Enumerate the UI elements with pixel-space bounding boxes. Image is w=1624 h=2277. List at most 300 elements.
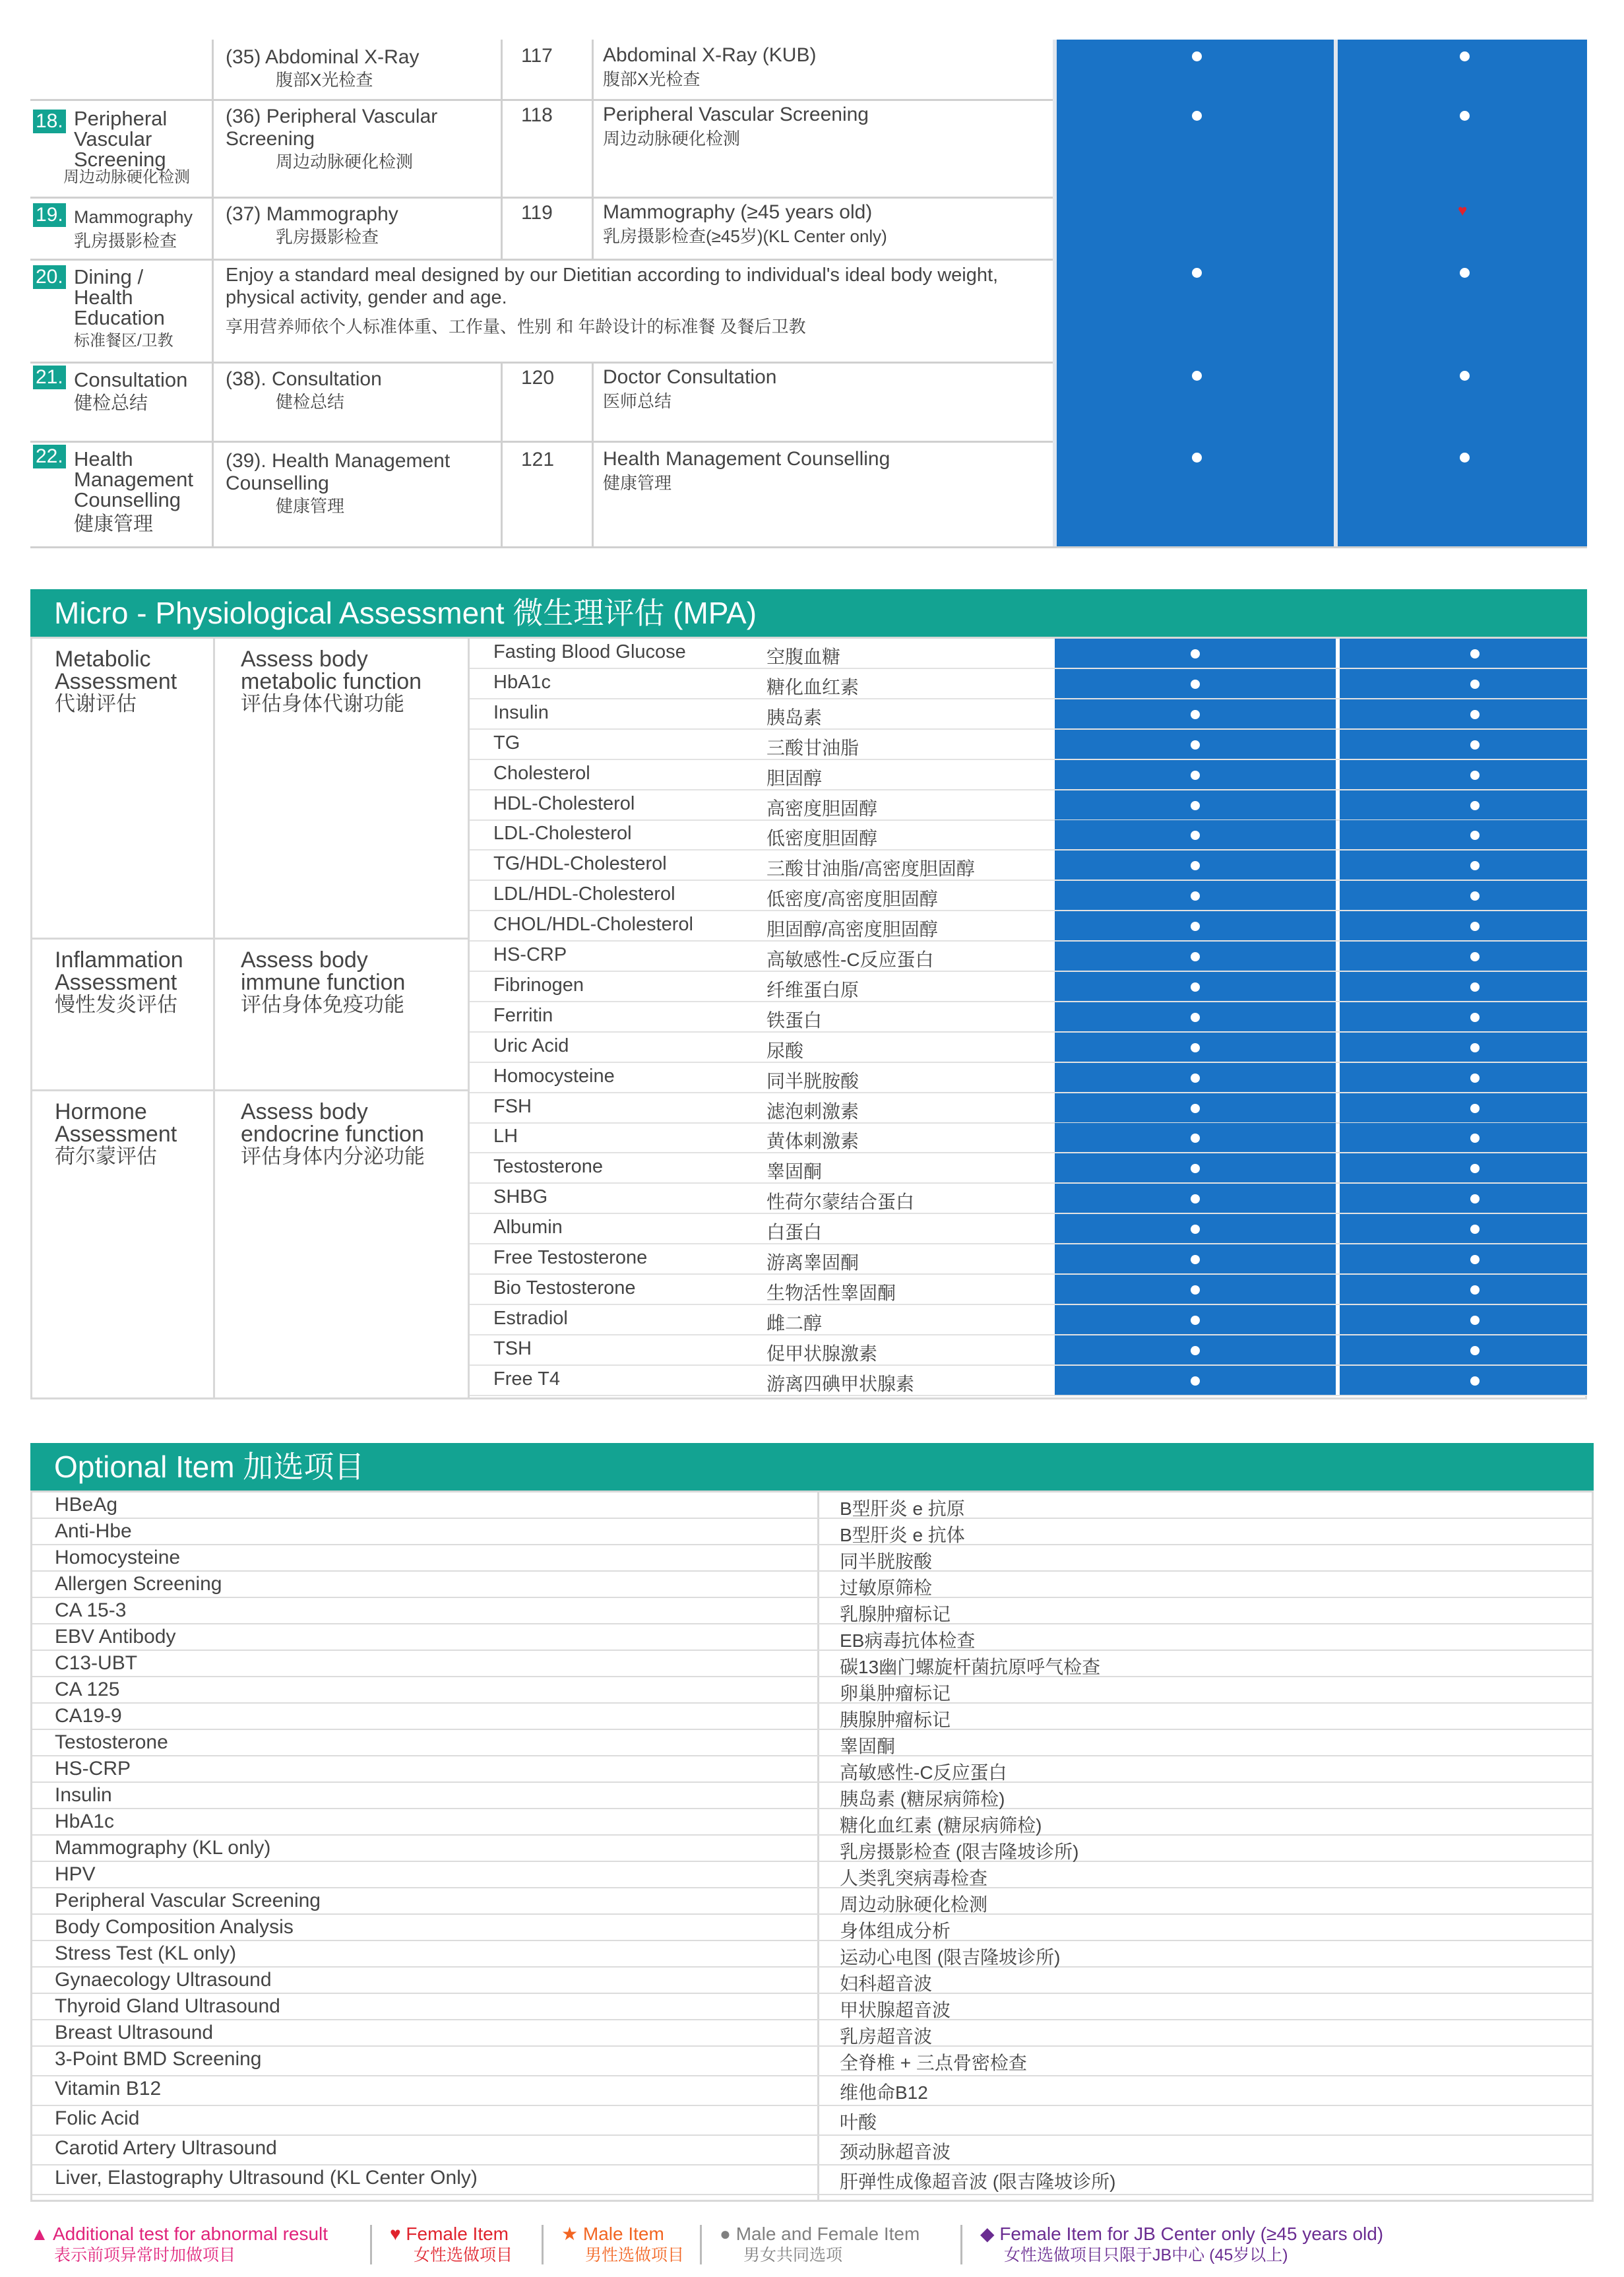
legend-item [720, 2224, 920, 2266]
optional-item-name-cn: 颈动脉超音波 [840, 2142, 951, 2162]
optional-item-row [32, 1915, 1592, 1941]
optional-item-name-cn: 维他命B12 [840, 2082, 928, 2103]
package-cell-2 [1334, 441, 1587, 546]
package-cell-2 [1334, 259, 1587, 362]
package-cell-2 [1340, 1305, 1587, 1334]
included-dot-icon [1470, 861, 1480, 870]
legend-item [390, 2224, 513, 2266]
table-row [30, 259, 1587, 364]
optional-item-name-cn: 胰岛素 (糖尿病筛检) [840, 1789, 1005, 1809]
optional-item-name: Mammography (KL only) [55, 1837, 271, 1859]
included-dot-icon [1470, 1164, 1480, 1173]
item-description-cn: 医师总结 [603, 391, 672, 411]
optional-item-name: Peripheral Vascular Screening [55, 1890, 321, 1911]
mpa-test-row [470, 760, 1587, 790]
mpa-test-row [470, 1244, 1587, 1275]
optional-item-name: Homocysteine [55, 1547, 181, 1568]
optional-item-name-cn: 甲状腺超音波 [840, 2000, 951, 2020]
sub-item-index: (36) [226, 106, 261, 127]
included-dot-icon [1470, 1194, 1480, 1203]
sub-item-name-cn: 周边动脉硬化检测 [276, 152, 414, 172]
test-name-cn: 黄体刺激素 [766, 1131, 859, 1152]
optional-item-name-cn: 碳13幽门螺旋杆菌抗原呼气检查 [840, 1657, 1101, 1677]
test-name: FSH [493, 1095, 532, 1117]
optional-item-row [32, 1836, 1592, 1862]
included-dot-icon [1460, 111, 1470, 121]
mpa-test-row [470, 1275, 1587, 1305]
optional-item-row [32, 1545, 1592, 1572]
description-cell [594, 362, 1053, 441]
mpa-test-row [470, 1366, 1587, 1396]
test-name-cn: 胰岛素 [766, 707, 823, 728]
package-cell-2 [1340, 1093, 1587, 1122]
mpa-test-row [470, 1214, 1587, 1244]
included-dot-icon [1191, 1164, 1200, 1173]
optional-item-name: Testosterone [55, 1731, 168, 1753]
package-cell-1 [1055, 1184, 1336, 1213]
test-name-cn: 雌二醇 [766, 1312, 823, 1333]
test-name-cn: 空腹血糖 [766, 647, 841, 667]
optional-item-row [32, 1888, 1592, 1915]
optional-item-row [32, 1624, 1592, 1651]
test-name: Bio Testosterone [493, 1277, 636, 1299]
sub-item-cell [214, 197, 503, 259]
included-dot-icon [1460, 268, 1470, 278]
included-dot-icon [1470, 1013, 1480, 1022]
legend-label-cn: 男女共同选项 [743, 2246, 843, 2264]
included-dot-icon [1470, 740, 1480, 750]
optional-item-name: Allergen Screening [55, 1573, 222, 1595]
package-cell-1 [1055, 1335, 1336, 1364]
package-cell-1 [1055, 972, 1336, 1001]
optional-item-row [32, 2076, 1592, 2106]
package-cell-2 [1340, 1214, 1587, 1243]
package-cell-1 [1055, 850, 1336, 880]
optional-item-row [32, 1730, 1592, 1756]
included-dot-icon [1191, 1013, 1200, 1022]
package-cell-2 [1340, 760, 1587, 789]
table-row [30, 362, 1587, 443]
female-heart-icon: ♥ [390, 2224, 401, 2244]
optional-item-name-cn: 乳腺肿瘤标记 [840, 1604, 951, 1624]
included-dot-icon [1470, 1346, 1480, 1355]
package-cell-1 [1055, 1275, 1336, 1304]
package-cell-2 [1334, 40, 1587, 99]
package-cell-2 [1340, 1123, 1587, 1152]
optional-item-name: HS-CRP [55, 1758, 131, 1780]
both-dot-icon: ● [720, 2224, 731, 2244]
item-description-cn: 周边动脉硬化检测 [603, 129, 741, 148]
description-cell [594, 40, 1053, 99]
mpa-test-row [470, 1305, 1587, 1335]
optional-item-name-cn: 身体组成分析 [840, 1921, 951, 1941]
package-cell-2 [1340, 1275, 1587, 1304]
sub-item-name-cn: 乳房摄影检查 [276, 227, 379, 247]
included-dot-icon [1191, 1225, 1200, 1234]
mpa-test-row [470, 639, 1587, 669]
test-name: Albumin [493, 1217, 563, 1238]
category-name-cn: 健康管理 [74, 513, 153, 535]
included-dot-icon [1470, 1225, 1480, 1234]
package-cell-1 [1055, 911, 1336, 940]
included-dot-icon [1191, 771, 1200, 780]
meal-description: Enjoy a standard meal designed by our Dietitian according to individual's ideal body weight, physical activity, gender and age. [226, 265, 999, 308]
test-name: Cholesterol [493, 762, 590, 784]
optional-item-name-cn: 乳房摄影检查 (限吉隆坡诊所) [840, 1842, 1079, 1862]
included-dot-icon [1470, 1316, 1480, 1325]
optional-item-name-cn: 卵巢肿瘤标记 [840, 1683, 951, 1704]
package-cell-1 [1055, 1063, 1336, 1092]
included-dot-icon [1191, 680, 1200, 689]
included-dot-icon [1470, 1074, 1480, 1083]
optional-item-name-cn: 糖化血红素 (糖尿病筛检) [840, 1815, 1042, 1836]
mpa-table [30, 637, 1587, 1399]
optional-table [30, 1491, 1594, 2202]
item-description: Mammography (≥45 years old) [603, 201, 873, 223]
description-cell [594, 441, 1053, 546]
test-name: Testosterone [493, 1156, 604, 1178]
package-cell-2 [1340, 850, 1587, 880]
female-heart-icon: ♥ [1458, 202, 1468, 220]
sub-item-index: (35) [226, 46, 261, 68]
package-cell-1 [1055, 1366, 1336, 1395]
meal-description-cn: 享用营养师依个人标准体重、工作量、性别 和 年龄设计的标准餐 及餐后卫教 [226, 317, 806, 337]
category-cell [30, 99, 214, 197]
included-dot-icon [1191, 1104, 1200, 1113]
item-code: 120 [521, 367, 555, 389]
package-cell-2 [1340, 730, 1587, 759]
included-dot-icon [1470, 891, 1480, 901]
code-cell [503, 99, 594, 197]
optional-item-name: Vitamin B12 [55, 2078, 162, 2100]
optional-item-name: Stress Test (KL only) [55, 1942, 237, 1964]
test-name: Estradiol [493, 1307, 568, 1329]
test-name: Free T4 [493, 1368, 561, 1390]
included-dot-icon [1191, 982, 1200, 992]
group-description-cn: 评估身体代谢功能 [241, 692, 404, 715]
package-cell-2 [1334, 362, 1587, 441]
test-name: Free Testosterone [493, 1247, 648, 1268]
package-cell-1 [1055, 669, 1336, 698]
package-cell-2 [1334, 99, 1587, 197]
category-cell [30, 259, 214, 362]
abnormal-triangle-icon: ▲ [30, 2224, 49, 2244]
category-name: Consultation [74, 368, 188, 391]
package-cell-1 [1055, 820, 1336, 849]
description-cell [594, 99, 1053, 197]
package-cell-1 [1055, 881, 1336, 910]
optional-item-name-cn: 睾固酮 [840, 1736, 896, 1756]
category-name-cn: 乳房摄影检查 [74, 231, 177, 251]
included-dot-icon [1191, 1376, 1200, 1386]
item-description: Abdominal X-Ray (KUB) [603, 44, 817, 66]
test-name-cn: 低密度胆固醇 [766, 828, 878, 849]
optional-item-name-cn: EB病毒抗体检查 [840, 1630, 976, 1651]
package-cell-1 [1055, 1033, 1336, 1062]
test-name-cn: 胆固醇 [766, 767, 823, 788]
mpa-test-row [470, 820, 1587, 850]
group-name: Hormone Assessment [55, 1099, 177, 1147]
legend-label: Male Item [582, 2224, 664, 2244]
included-dot-icon [1470, 680, 1480, 689]
category-name-cn: 标准餐区/卫教 [74, 332, 173, 350]
included-dot-icon [1470, 649, 1480, 658]
category-cell [30, 197, 214, 259]
package-cell-2 [1340, 1244, 1587, 1273]
group-name-cn: 代谢评估 [55, 692, 137, 715]
test-name: LDL/HDL-Cholesterol [493, 883, 675, 905]
optional-item-row [32, 1492, 1592, 1519]
package-cell-2 [1340, 1366, 1587, 1395]
optional-item-row [32, 1598, 1592, 1624]
package-cell-2 [1340, 1153, 1587, 1182]
mpa-test-row [470, 1063, 1587, 1093]
sub-item-name: Peripheral Vascular Screening [226, 106, 438, 150]
optional-item-name: Folic Acid [55, 2107, 140, 2129]
optional-item-row [32, 2136, 1592, 2165]
included-dot-icon [1191, 1134, 1200, 1143]
mpa-test-row [470, 790, 1587, 821]
test-name-cn: 促甲状腺激素 [766, 1343, 878, 1364]
category-cell [30, 362, 214, 441]
test-name: SHBG [493, 1186, 548, 1208]
category-cell [30, 441, 214, 546]
package-cell-2 [1340, 972, 1587, 1001]
test-name: HS-CRP [493, 944, 567, 965]
optional-item-row [32, 1572, 1592, 1598]
mpa-test-row [470, 1184, 1587, 1214]
mpa-test-row [470, 1002, 1587, 1033]
optional-item-name: CA 125 [55, 1679, 120, 1700]
legend-label-cn: 表示前项异常时加做项目 [54, 2246, 236, 2264]
group-description: Assess body endocrine function [241, 1099, 424, 1147]
included-dot-icon [1191, 831, 1200, 840]
package-cell-2 [1340, 820, 1587, 849]
test-name-cn: 纤维蛋白原 [766, 979, 859, 1000]
included-dot-icon [1191, 710, 1200, 719]
package-cell-1 [1055, 942, 1336, 971]
test-name-cn: 胆固醇/高密度胆固醇 [766, 919, 938, 940]
optional-item-row [32, 1809, 1592, 1836]
included-dot-icon [1460, 51, 1470, 61]
item-description-cn: 健康管理 [603, 473, 672, 493]
optional-item-name: HbA1c [55, 1811, 115, 1832]
test-name: Fasting Blood Glucose [493, 641, 686, 662]
test-name-cn: 滤泡刺激素 [766, 1101, 859, 1122]
mpa-test-row [470, 699, 1587, 730]
test-name: HbA1c [493, 671, 551, 693]
optional-item-name: 3-Point BMD Screening [55, 2048, 262, 2070]
group-description: Assess body metabolic function [241, 647, 422, 694]
code-cell [503, 362, 594, 441]
test-name: TG/HDL-Cholesterol [493, 853, 667, 875]
optional-item-name-cn: 人类乳突病毒检查 [840, 1868, 988, 1888]
optional-item-name-cn: 叶酸 [840, 2112, 877, 2133]
optional-item-name-cn: 胰腺肿瘤标记 [840, 1710, 951, 1730]
assessment-group [32, 940, 468, 1091]
optional-item-row [32, 1651, 1592, 1677]
optional-item-name: HPV [55, 1863, 96, 1885]
included-dot-icon [1191, 740, 1200, 750]
optional-item-name: Thyroid Gland Ultrasound [55, 1995, 280, 2017]
optional-item-name: Insulin [55, 1784, 112, 1806]
optional-item-name-cn: 妇科超音波 [840, 1973, 933, 1994]
optional-item-row [32, 2020, 1592, 2047]
optional-item-name: Breast Ultrasound [55, 2022, 214, 2043]
optional-item-name-cn: 运动心电图 (限吉隆坡诊所) [840, 1947, 1061, 1968]
table-row [30, 197, 1587, 261]
group-name-cn: 慢性发炎评估 [55, 993, 177, 1016]
exam-items-table [30, 40, 1587, 548]
mpa-test-row [470, 1093, 1587, 1124]
optional-item-row [32, 1862, 1592, 1888]
included-dot-icon [1191, 952, 1200, 961]
optional-item-row [32, 1756, 1592, 1783]
legend-label: Female Item [406, 2224, 509, 2244]
category-name: Peripheral Vascular Screening [74, 107, 168, 171]
package-cell-2 [1340, 1063, 1587, 1092]
item-code: 119 [521, 202, 553, 224]
mpa-section-title: Micro - Physiological Assessment 微生理评估 (MPA) [30, 589, 1587, 637]
item-description: Peripheral Vascular Screening [603, 104, 869, 125]
optional-item-name-cn: 周边动脉硬化检测 [840, 1894, 988, 1915]
optional-item-name-cn: 过敏原筛检 [840, 1578, 933, 1598]
included-dot-icon [1192, 51, 1202, 61]
test-name-cn: 高敏感性-C反应蛋白 [766, 949, 934, 970]
package-cell-1 [1053, 362, 1334, 441]
optional-item-name: HBeAg [55, 1494, 118, 1516]
group-name: Metabolic Assessment [55, 647, 177, 694]
test-name: CHOL/HDL-Cholesterol [493, 914, 693, 936]
package-cell-1 [1055, 1153, 1336, 1182]
test-name: HDL-Cholesterol [493, 792, 635, 814]
included-dot-icon [1191, 1285, 1200, 1295]
optional-item-name: Anti-Hbe [55, 1520, 132, 1542]
package-cell-2 [1340, 881, 1587, 910]
test-name: TG [493, 732, 520, 754]
assessment-group [32, 639, 468, 940]
included-dot-icon [1191, 1316, 1200, 1325]
included-dot-icon [1192, 268, 1202, 278]
optional-item-row [32, 1968, 1592, 1994]
test-name: Uric Acid [493, 1035, 569, 1056]
included-dot-icon [1191, 1043, 1200, 1052]
optional-item-name-cn: B型肝炎 e 抗原 [840, 1498, 965, 1519]
optional-item-name-cn: B型肝炎 e 抗体 [840, 1525, 965, 1545]
included-dot-icon [1191, 891, 1200, 901]
optional-item-name-cn: 高敏感性-C反应蛋白 [840, 1762, 1007, 1783]
mpa-test-row [470, 850, 1587, 881]
description-cell [594, 197, 1053, 259]
group-description-cn: 评估身体内分泌功能 [241, 1145, 425, 1168]
optional-item-name-cn: 同半胱胺酸 [840, 1551, 933, 1572]
test-name: LDL-Cholesterol [493, 823, 632, 845]
optional-item-name-cn: 乳房超音波 [840, 2026, 933, 2047]
test-name: LH [493, 1126, 518, 1147]
item-description-cn: 乳房摄影检查(≥45岁)(KL Center only) [603, 226, 887, 246]
legend [30, 2224, 1613, 2270]
included-dot-icon [1460, 453, 1470, 463]
included-dot-icon [1470, 1285, 1480, 1295]
optional-item-row [32, 2047, 1592, 2076]
legend-item [561, 2224, 684, 2266]
test-name: Insulin [493, 701, 549, 723]
category-name: Dining / Health Education [74, 265, 165, 329]
included-dot-icon [1470, 771, 1480, 780]
optional-item-row [32, 1994, 1592, 2020]
item-code: 118 [521, 104, 553, 126]
group-name-cn: 荷尔蒙评估 [55, 1145, 157, 1168]
legend-label-cn: 男性选做项目 [585, 2246, 685, 2264]
category-number-badge: 18. [33, 110, 66, 133]
optional-item-row [32, 1677, 1592, 1704]
included-dot-icon [1470, 1043, 1480, 1052]
included-dot-icon [1191, 1255, 1200, 1264]
package-cell-1 [1055, 730, 1336, 759]
included-dot-icon [1191, 922, 1200, 931]
optional-item-name: Body Composition Analysis [55, 1916, 294, 1938]
included-dot-icon [1192, 371, 1202, 381]
category-number-badge: 21. [33, 366, 66, 389]
package-cell-1 [1055, 1214, 1336, 1243]
included-dot-icon [1470, 831, 1480, 840]
test-name: Fibrinogen [493, 974, 584, 996]
package-cell-2 [1340, 1335, 1587, 1364]
sub-item-name-cn: 健检总结 [276, 392, 345, 412]
category-name: Health Management Counselling [74, 447, 193, 511]
package-cell-1 [1055, 760, 1336, 789]
sub-item-name-cn: 腹部X光检查 [276, 70, 373, 90]
mpa-test-row [470, 669, 1587, 699]
sub-item-cell [214, 99, 503, 197]
sub-item-cell [214, 362, 503, 441]
group-description-cn: 评估身体免疫功能 [241, 993, 404, 1016]
mpa-section [30, 589, 1587, 1399]
package-cell-1 [1055, 1123, 1336, 1152]
test-name-cn: 睾固酮 [766, 1161, 823, 1182]
code-cell [503, 40, 594, 99]
sub-item-name: Mammography [266, 203, 398, 225]
jb-diamond-icon: ◆ [980, 2224, 995, 2244]
package-cell-2 [1340, 911, 1587, 940]
included-dot-icon [1191, 1194, 1200, 1203]
test-name-cn: 低密度/高密度胆固醇 [766, 889, 938, 910]
legend-item [30, 2224, 328, 2266]
legend-item [980, 2224, 1383, 2266]
optional-item-name: CA19-9 [55, 1705, 122, 1727]
included-dot-icon [1470, 1104, 1480, 1113]
item-description: Doctor Consultation [603, 366, 777, 388]
male-star-icon: ★ [561, 2224, 578, 2244]
optional-item-name: EBV Antibody [55, 1626, 176, 1648]
sub-item-index: (38). [226, 368, 266, 390]
sub-item-index: (39). [226, 450, 266, 472]
optional-section [30, 1443, 1594, 2202]
included-dot-icon [1470, 1376, 1480, 1386]
test-name-cn: 铁蛋白 [766, 1010, 823, 1031]
test-name-cn: 白蛋白 [766, 1222, 823, 1243]
package-cell-2 [1340, 942, 1587, 971]
group-description: Assess body immune function [241, 947, 406, 995]
category-number-badge: 20. [33, 265, 66, 289]
included-dot-icon [1191, 1074, 1200, 1083]
sub-item-name: Health Management Counselling [226, 450, 451, 494]
optional-item-row [32, 1704, 1592, 1730]
included-dot-icon [1470, 922, 1480, 931]
optional-item-row [32, 1519, 1592, 1545]
item-code: 117 [521, 45, 553, 67]
category-cell [30, 40, 214, 99]
